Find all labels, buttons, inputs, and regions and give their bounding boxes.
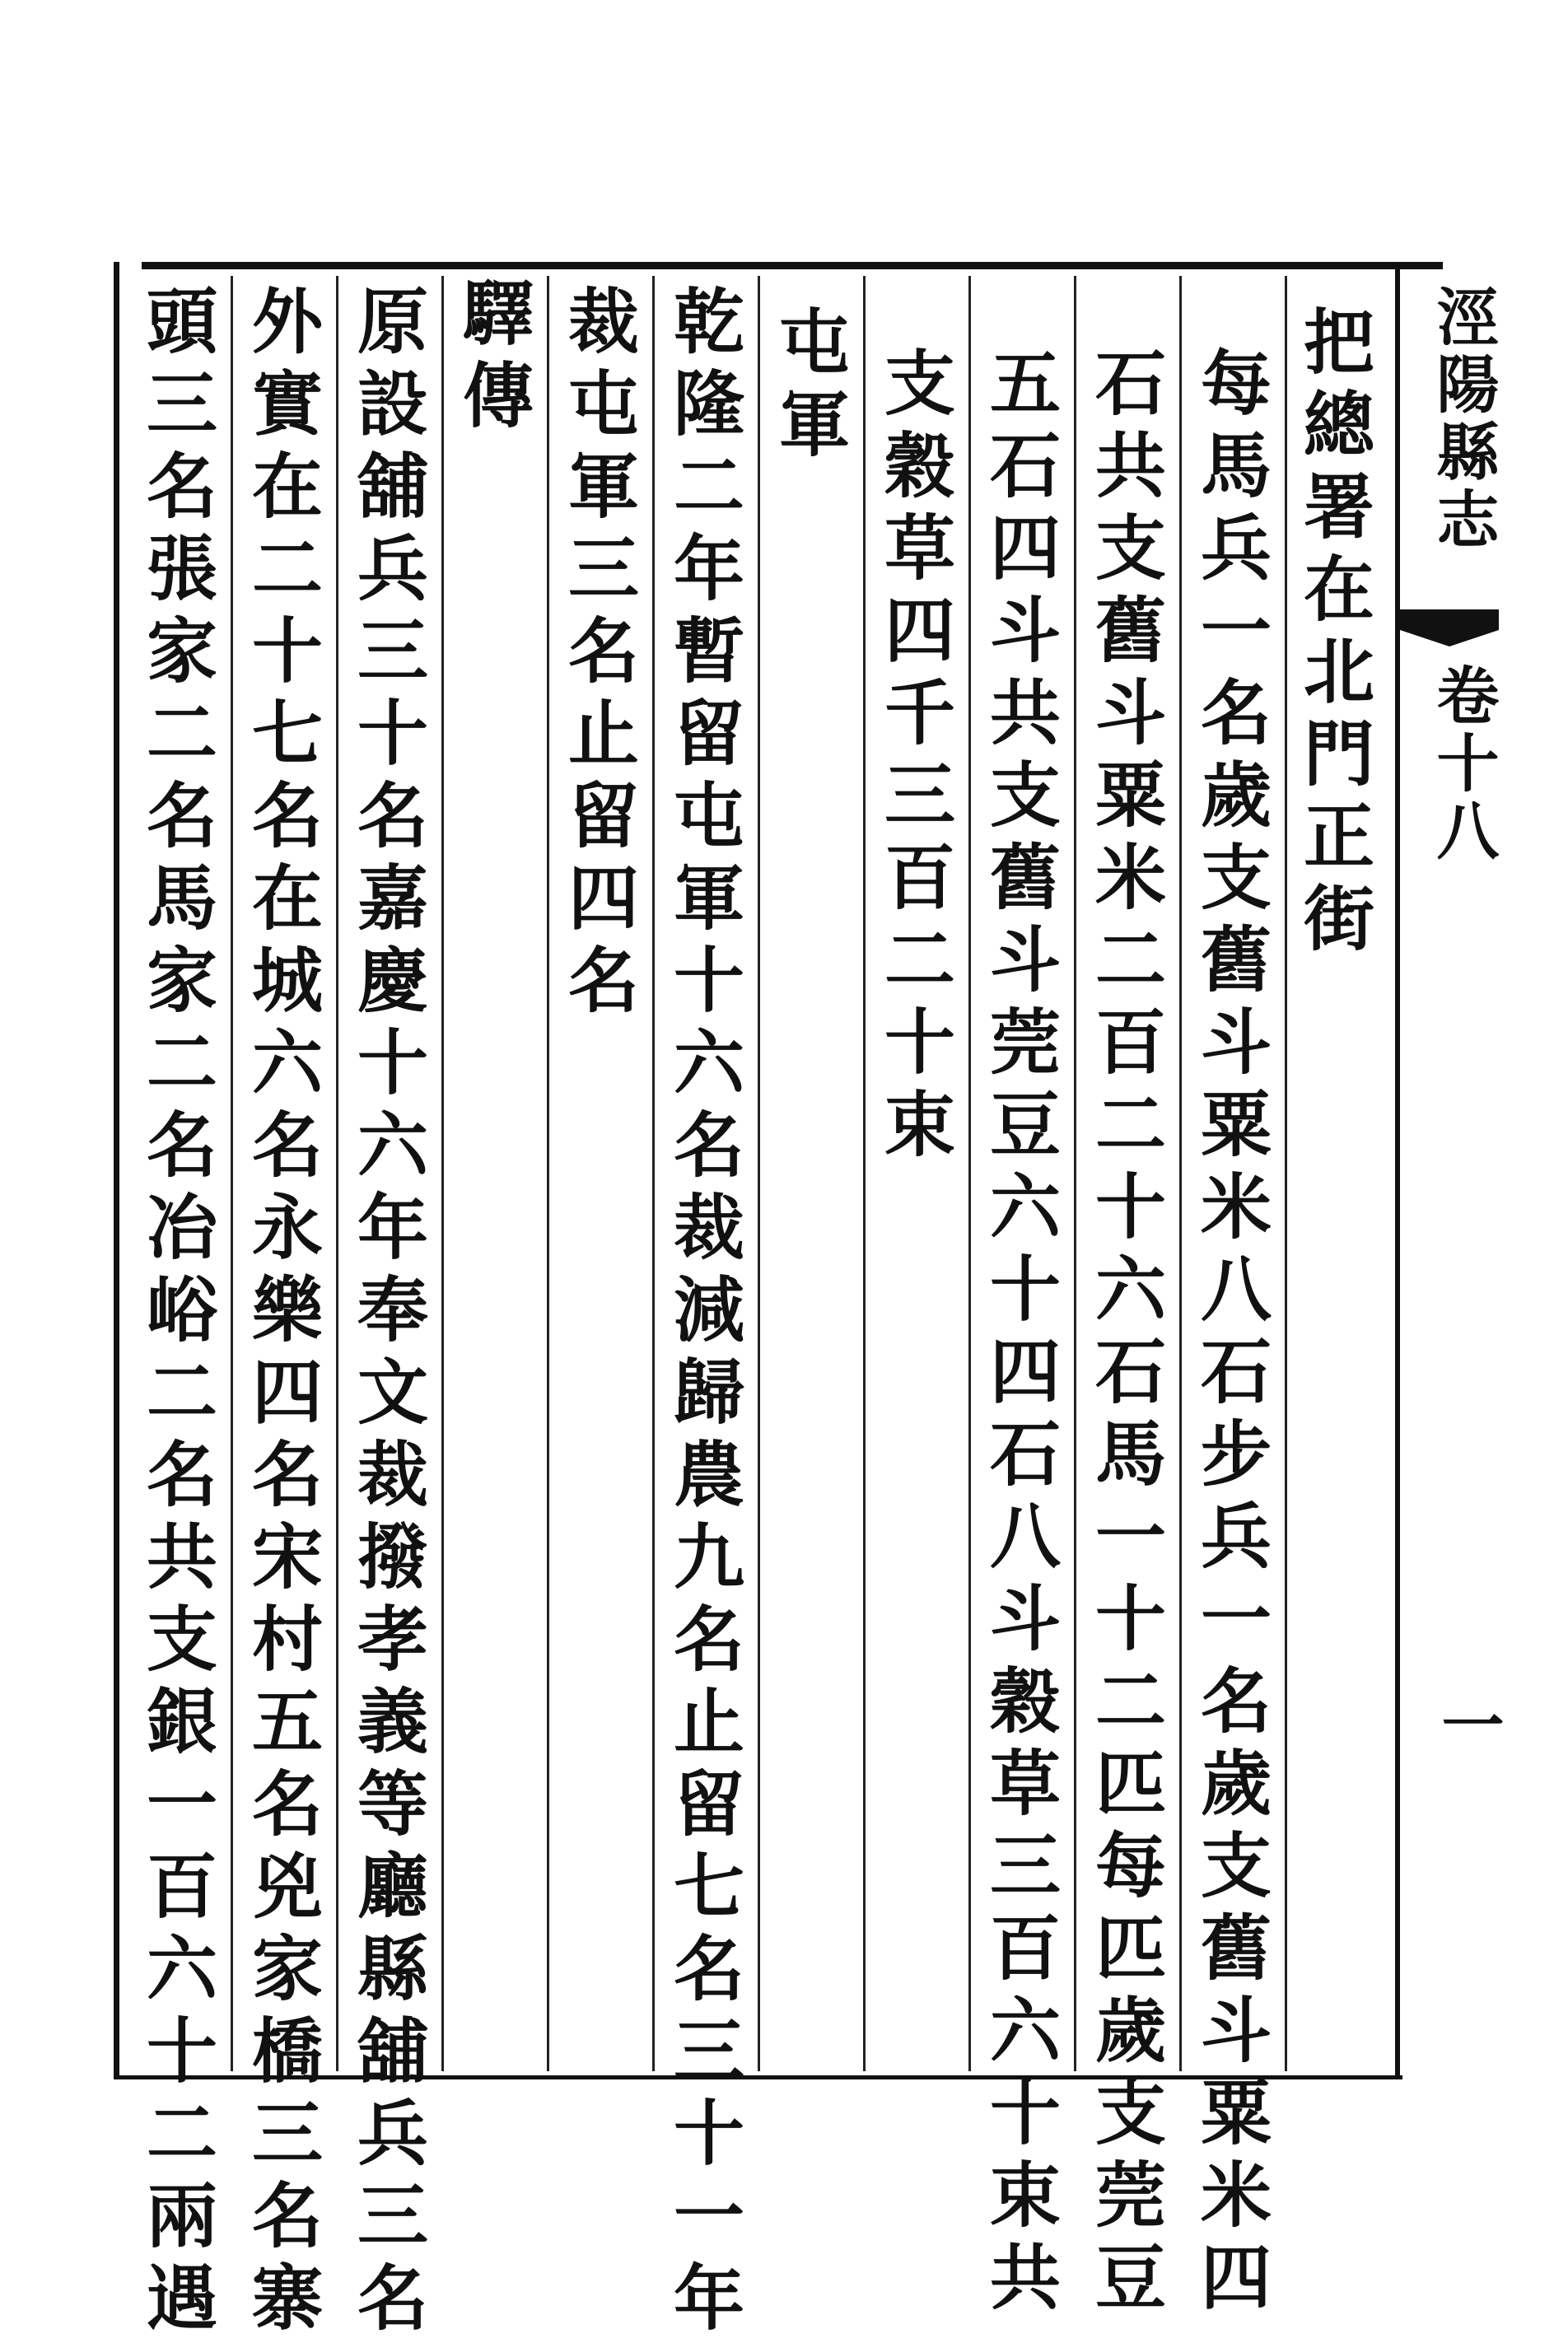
column-divider [968, 276, 971, 2071]
text-column-10: 原設舖兵三十名嘉慶十六年奉文裁撥孝義等廳縣舖兵三名 [345, 284, 428, 2343]
text-column-8: 裁屯軍三名止留四名 [556, 284, 639, 1025]
column-divider [758, 276, 760, 2071]
text-column-1: 把總署在北門正街 [1291, 305, 1374, 964]
page-number: 一 [1431, 1692, 1505, 1755]
text-column-5: 支穀草四千三百二十束 [872, 346, 955, 1169]
column-divider [863, 276, 866, 2071]
text-column-3: 石共支舊斗粟米二百二十六石馬一十二匹每匹歲支莞豆 [1083, 346, 1166, 2322]
column-divider [652, 276, 655, 2071]
text-column-6: 屯軍 [767, 305, 850, 469]
text-column-11: 外實在二十七名在城六名永樂四名宋村五名兇家橋三名寨 [240, 284, 323, 2343]
juan-label: 卷十八 [1426, 663, 1500, 866]
column-divider [231, 276, 233, 2071]
column-divider [1179, 276, 1182, 2071]
text-column-12: 頭三名張家二名馬家二名冶峪二名共支銀一百六十二兩遇 [134, 284, 217, 2343]
column-divider [441, 276, 444, 2071]
text-column-4: 五石四斗共支舊斗莞豆六十四石八斗穀草三百六十束共 [978, 346, 1061, 2322]
column-divider [336, 276, 338, 2071]
frame-left-rule [114, 262, 119, 2079]
page-margin [1400, 276, 1505, 2071]
column-divider [1074, 276, 1076, 2071]
column-divider [1285, 276, 1287, 2071]
frame-top-rule [142, 262, 1443, 269]
text-column-9: 驛傳 [450, 276, 534, 441]
text-column-2: 每馬兵一名歲支舊斗粟米八石步兵一名歲支舊斗粟米四 [1188, 346, 1272, 2322]
gazetteer-title: 涇陽縣志 [1426, 284, 1500, 554]
column-divider [547, 276, 549, 2071]
text-column-7: 乾隆二年暫留屯軍十六名裁減歸農九名止留七名三十一年 [661, 284, 744, 2343]
fishtail-mark-icon [1400, 601, 1499, 651]
